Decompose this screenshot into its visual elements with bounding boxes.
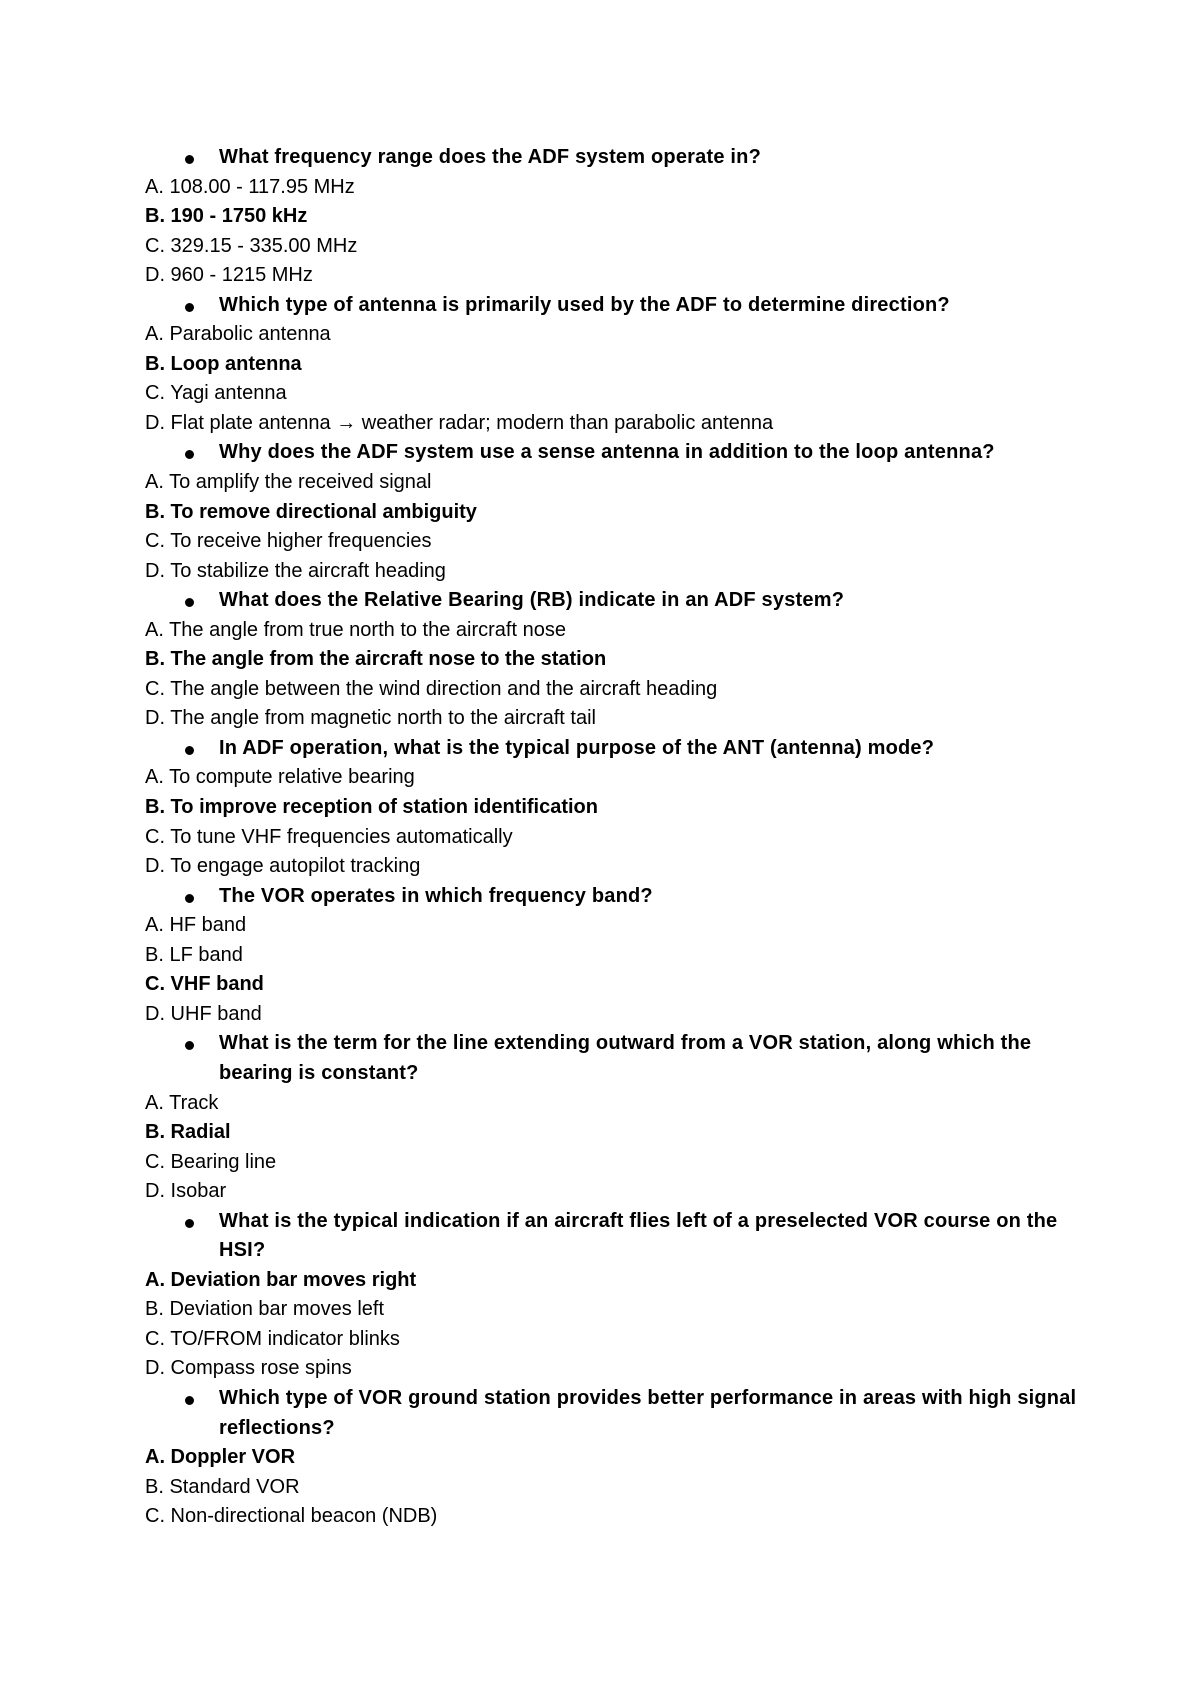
question-block bbox=[0, 143, 1200, 291]
question-block bbox=[0, 1207, 1200, 1384]
answer-option: A. The angle from true north to the aircraft nose bbox=[145, 618, 566, 641]
answer-option: A. To amplify the received signal bbox=[145, 471, 432, 494]
answer-option: B. Deviation bar moves left bbox=[145, 1298, 384, 1321]
answer-option: C. Yagi antenna bbox=[145, 382, 287, 405]
answer-option-correct: B. Loop antenna bbox=[145, 352, 302, 375]
answer-option: D. Compass rose spins bbox=[145, 1357, 352, 1380]
answer-option: D. 960 - 1215 MHz bbox=[145, 264, 313, 287]
answer-option-correct: A. Doppler VOR bbox=[145, 1446, 296, 1469]
answer-option: A. Track bbox=[145, 1091, 219, 1114]
question-block bbox=[0, 291, 1200, 439]
answer-option-correct: B. The angle from the aircraft nose to the station bbox=[145, 648, 607, 671]
answer-option: D. The angle from magnetic north to the aircraft tail bbox=[145, 707, 596, 730]
answer-option: C. TO/FROM indicator blinks bbox=[145, 1327, 400, 1350]
answer-option: B. LF band bbox=[145, 943, 243, 966]
answer-option-correct: B. Radial bbox=[145, 1121, 231, 1144]
question-text: What does the Relative Bearing (RB) indicate in an ADF system? bbox=[219, 586, 1079, 616]
question-block bbox=[0, 1029, 1200, 1206]
bullet-icon bbox=[185, 155, 194, 164]
question-block bbox=[0, 438, 1200, 586]
answer-option: C. Non-directional beacon (NDB) bbox=[145, 1505, 438, 1528]
question-text: Which type of antenna is primarily used by the ADF to determine direction? bbox=[219, 291, 1079, 321]
answer-option: C. 329.15 - 335.00 MHz bbox=[145, 234, 358, 257]
question-text: What frequency range does the ADF system operate in? bbox=[219, 143, 1079, 173]
bullet-icon bbox=[185, 894, 194, 903]
answer-option: D. Isobar bbox=[145, 1180, 227, 1203]
answer-option: C. To tune VHF frequencies automatically bbox=[145, 825, 513, 848]
bullet-icon bbox=[185, 303, 194, 312]
question-text: Why does the ADF system use a sense antenna in addition to the loop antenna? bbox=[219, 438, 1079, 468]
question-text: What is the typical indication if an aircraft flies left of a preselected VOR course on the HSI? bbox=[219, 1207, 1079, 1266]
bullet-icon bbox=[185, 450, 194, 459]
question-text: Which type of VOR ground station provides better performance in areas with high signal reflections? bbox=[219, 1384, 1079, 1443]
answer-option: C. Bearing line bbox=[145, 1150, 277, 1173]
question-block bbox=[0, 734, 1200, 882]
answer-option-correct: A. Deviation bar moves right bbox=[145, 1268, 417, 1291]
answer-option-correct: C. VHF band bbox=[145, 973, 264, 996]
answer-option: C. The angle between the wind direction and the aircraft heading bbox=[145, 677, 718, 700]
question-block bbox=[0, 882, 1200, 1030]
bullet-icon bbox=[185, 598, 194, 607]
bullet-icon bbox=[185, 1396, 194, 1405]
answer-option-correct: B. 190 - 1750 kHz bbox=[145, 205, 308, 228]
question-text: What is the term for the line extending outward from a VOR station, along which the bearing is constant? bbox=[219, 1029, 1079, 1088]
answer-option: D. To engage autopilot tracking bbox=[145, 855, 421, 878]
answer-option: D. UHF band bbox=[145, 1002, 262, 1025]
answer-option: B. Standard VOR bbox=[145, 1475, 300, 1498]
question-text: The VOR operates in which frequency band? bbox=[219, 882, 1079, 912]
bullet-icon bbox=[185, 746, 194, 755]
answer-option: D. Flat plate antenna → weather radar; modern than parabolic antenna bbox=[145, 411, 774, 434]
answer-option: C. To receive higher frequencies bbox=[145, 530, 432, 553]
answer-option-correct: B. To improve reception of station identification bbox=[145, 796, 598, 819]
answer-option: A. Parabolic antenna bbox=[145, 323, 331, 346]
question-block bbox=[0, 586, 1200, 734]
answer-option: A. 108.00 - 117.95 MHz bbox=[145, 175, 355, 198]
bullet-icon bbox=[185, 1041, 194, 1050]
answer-option: A. To compute relative bearing bbox=[145, 766, 415, 789]
question-block bbox=[0, 1384, 1200, 1532]
answer-option-correct: B. To remove directional ambiguity bbox=[145, 500, 477, 523]
question-text: In ADF operation, what is the typical purpose of the ANT (antenna) mode? bbox=[219, 734, 1079, 764]
answer-option: D. To stabilize the aircraft heading bbox=[145, 559, 446, 582]
answer-option: A. HF band bbox=[145, 914, 247, 937]
bullet-icon bbox=[185, 1219, 194, 1228]
